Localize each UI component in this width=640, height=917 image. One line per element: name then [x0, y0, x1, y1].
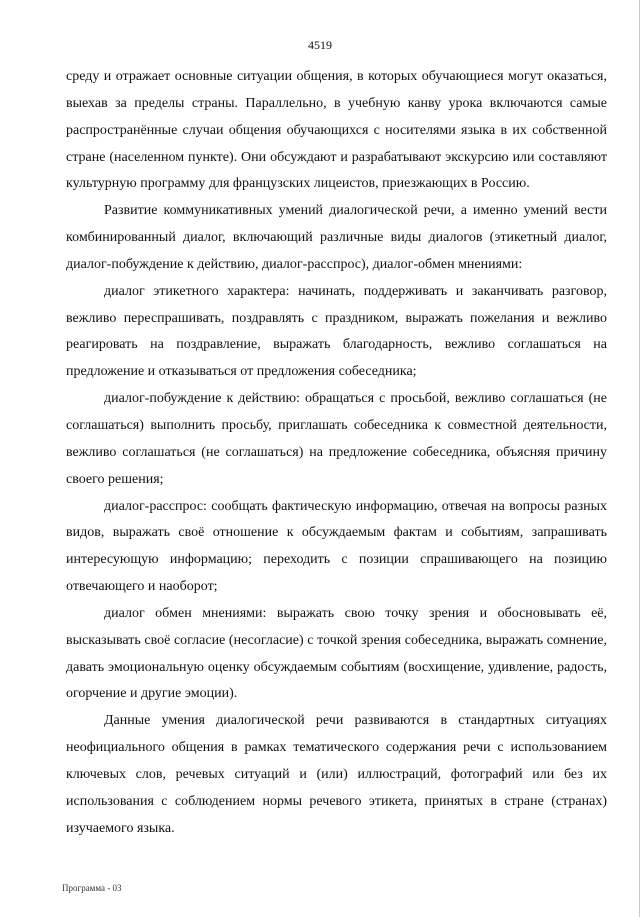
paragraph-etiquette-dialogue: диалог этикетного характера: начинать, поддерживать и заканчивать разговор, вежливо переспрашивать, поздравлять с праздником, выражать пожелания и вежливо реагировать на поздравление, выражать благодарность, вежливо соглашаться на предложение и отказываться от предложения собеседника; — [66, 283, 607, 380]
footer-label: Программа - 03 — [62, 883, 122, 893]
paragraph-standard-situations: Данные умения диалогической речи развиваются в стандартных ситуациях неофициального общения в рамках тематического содержания речи с использованием ключевых слов, речевых ситуаций и (или) иллюстраций, фотографий или без их использования с соблюдением нормы речевого этикета, принятых в стране (странах) изучаемого языка. — [66, 713, 607, 836]
paragraph-dialogue-skills: Развитие коммуникативных умений диалогической речи, а именно умений вести комбинированный диалог, включающий различные виды диалогов (этикетный диалог, диалог-побуждение к действию, диалог-расспрос), диалог-обмен мнениями: — [66, 203, 607, 272]
paragraph-inquiry-dialogue: диалог-расспрос: сообщать фактическую информацию, отвечая на вопросы разных видов, выражать своё отношение к обсуждаемым фактам и событиям, запрашивать интересующую информацию; переходить с позиции спрашивающего на позицию отвечающего и наоборот; — [66, 498, 607, 595]
paragraph-incentive-dialogue: диалог-побуждение к действию: обращаться с просьбой, вежливо соглашаться (не соглашаться) выполнить просьбу, приглашать собеседника к совместной деятельности, вежливо соглашаться (не соглашаться) на предложение собеседника, объясняя причину своего решения; — [66, 391, 607, 487]
paragraph-opinion-dialogue: диалог обмен мнениями: выражать свою точку зрения и обосновывать её, высказывать своё согласие (несогласие) с точкой зрения собеседника, выражать сомнение, давать эмоциональную оценку обсуждаемым событиям (восхищение, удивление, радость, огорчение и другие эмоции). — [66, 605, 607, 702]
body-text — [66, 64, 607, 842]
page-number: 4519 — [308, 38, 332, 52]
paragraph-continuation: среду и отражает основные ситуации общения, в которых обучающиеся могут оказаться, выехав за пределы страны. Параллельно, в учебную канву урока включаются самые распространённые случаи общения обучающихся с носителями языка в их собственной стране (населенном пункте). Они обсуждают и разрабатывают экскурсию или составляют культурную программу для французских лицеистов, приезжающих в Россию. — [66, 69, 607, 192]
